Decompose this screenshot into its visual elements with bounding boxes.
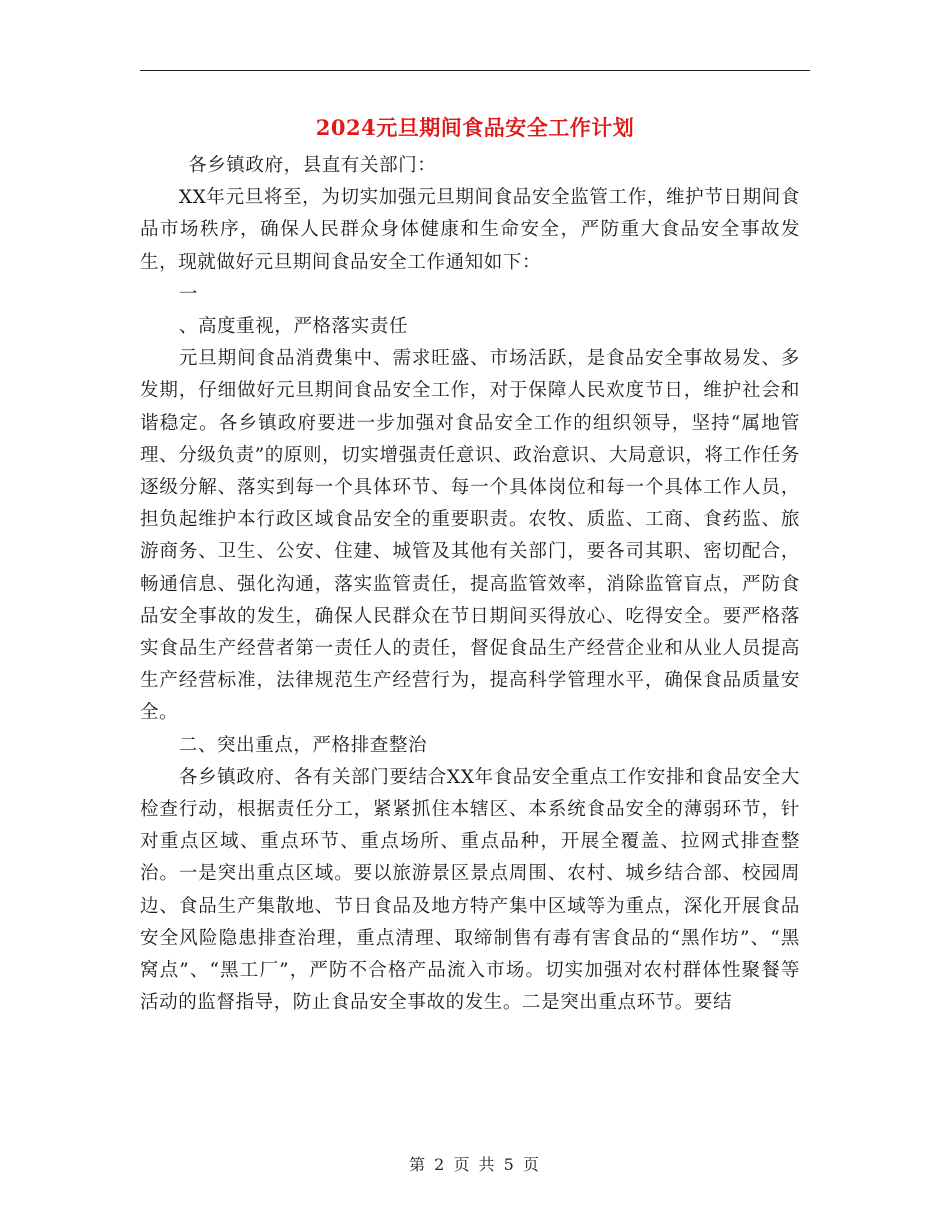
header-rule [140,70,810,71]
section-heading-1: 、高度重视，严格落实责任 [178,316,409,338]
section-number: 一 [178,283,198,305]
document-body [140,150,800,1019]
intro-paragraph: XX年元旦将至，为切实加强元旦期间食品安全监管工作，维护节日期间食品市场秩序，确保人民群众身体健康和生命安全，严防重大食品安全事故发生，现就做好元旦期间食品安全工作通知如下： [140,187,800,273]
salutation-paragraph: 各乡镇政府，县直有关部门： [188,155,437,176]
document-title: 2024元旦期间食品安全工作计划 [315,115,635,140]
page-number-footer: 第 2 页 共 5 页 [409,1155,541,1174]
section-heading-2: 二、突出重点，严格排查整治 [178,734,428,756]
section-2-paragraph: 各乡镇政府、各有关部门要结合XX年食品安全重点工作安排和食品安全大检查行动，根据责任分工，紧紧抓住本辖区、本系统食品安全的薄弱环节，针对重点区域、重点环节、重点场所、重点品种，开展全覆盖、拉网式排查整治。一是突出重点区域。要以旅游景区景点周围、农村、城乡结合部、校园周边、食品生产集散地、节日食品及地方特产集中区域等为重点，深化开展食品安全风险隐患排查治理，重点清理、取缔制售有毒有害食品的“黑作坊”、“黑窝点”、“黑工厂”，严防不合格产品流入市场。切实加强对农村群体性聚餐等活动的监督指导，防止食品安全事故的发生。二是突出重点环节。要结 [140,766,800,1014]
section-1-paragraph: 元旦期间食品消费集中、需求旺盛、市场活跃，是食品安全事故易发、多发期，仔细做好元旦期间食品安全工作，对于保障人民欢度节日，维护社会和谐稳定。各乡镇政府要进一步加强对食品安全工作的组织领导，坚持“属地管理、分级负责”的原则，切实增强责任意识、政治意识、大局意识，将工作任务逐级分解、落实到每一个具体环节、每一个具体岗位和每一个具体工作人员，担负起维护本行政区域食品安全的重要职责。农牧、质监、工商、食药监、旅游商务、卫生、公安、住建、城管及其他有关部门，要各司其职、密切配合，畅通信息、强化沟通，落实监管责任，提高监管效率，消除监管盲点，严防食品安全事故的发生，确保人民群众在节日期间买得放心、吃得安全。要严格落实食品生产经营者第一责任人的责任，督促食品生产经营企业和从业人员提高生产经营标准，法律规范生产经营行为，提高科学管理水平，确保食品质量安全。 [140,348,800,724]
